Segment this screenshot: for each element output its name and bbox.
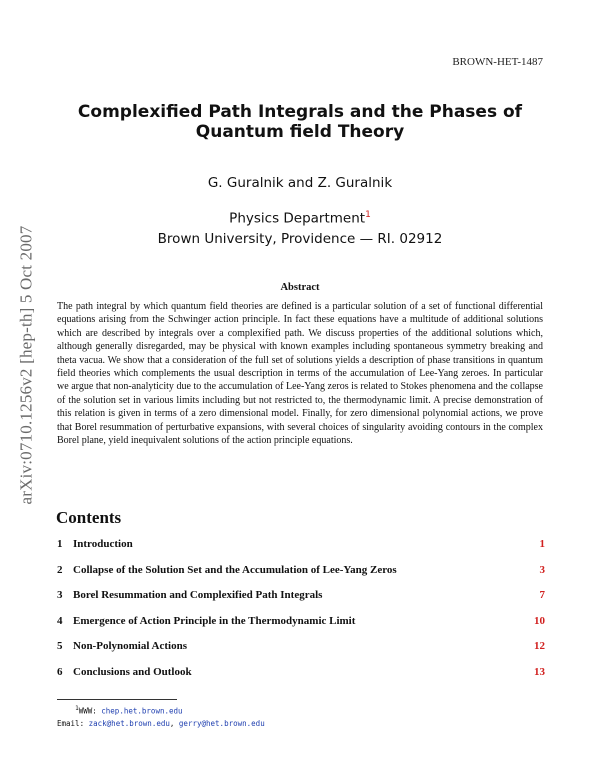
- abstract-text: The path integral by which quantum field theories are defined is a particular solution of a set of functional differential equations arising from the Schwinger action principle. In fact these equations have a multitude of additional solutions which are described by integrals over a complexified path. We discuss properties of the additional solutions which, although generally disregarded, may be physical with known examples including spontaneous symmetry breaking and theta vacua. We show that a consideration of the full set of solutions yields a description of phase transitions in quantum field theories which complements the usual description in terms of the accumulation of Lee-Yang zeroes. In particular we argue that non-analyticity due to the accumulation of Lee-Yang zeros is related to Stokes phenomena and the collapse of the solution set in various limits including but not restricted to, the thermodynamic limit. A precise demonstration of this relation is given in terms of a zero dimensional model. Finally, for zero dimensional polynomial actions, we prove that Borel resummation of perturbative expansions, with several choices of singularity avoiding contours in the complex Borel plane, yield inequivalent solutions of the action principle equations.: [57, 301, 543, 447]
- toc-number: 3: [57, 589, 63, 602]
- toc-number: 6: [57, 665, 63, 678]
- toc-entry-conclusions[interactable]: [57, 666, 545, 692]
- footnote-www: [57, 703, 265, 718]
- toc-title: Borel Resummation and Complexified Path Integrals: [73, 589, 323, 602]
- footnote-www-mark: 1: [75, 705, 79, 712]
- toc-page-link[interactable]: 1: [539, 538, 545, 550]
- institution: Brown University, Providence — RI. 02912: [157, 230, 443, 247]
- authors: G. Guralnik and Z. Guralnik: [207, 175, 393, 191]
- toc-title: Collapse of the Solution Set and the Accumulation of Lee-Yang Zeros: [73, 563, 397, 576]
- toc-title: Introduction: [73, 538, 133, 550]
- footnote-divider: [57, 699, 177, 700]
- toc-page-link[interactable]: 3: [539, 563, 545, 576]
- arxiv-sidebar: [6, 200, 46, 530]
- arxiv-identifier: arXiv:0710.1256v2 [hep-th] 5 Oct 2007: [16, 225, 36, 505]
- department: Physics Department: [229, 210, 366, 227]
- toc-page-link[interactable]: 10: [534, 614, 545, 627]
- toc-page-link[interactable]: 12: [534, 640, 545, 653]
- email-link-gerry[interactable]: gerry@het.brown.edu: [178, 718, 265, 728]
- footnote-www-label: WWW:: [78, 706, 97, 716]
- toc-title: Non-Polynomial Actions: [73, 640, 187, 653]
- toc-number: 5: [57, 640, 63, 653]
- footnote-email-label: Email:: [57, 718, 85, 728]
- www-link[interactable]: chep.het.brown.edu: [101, 706, 183, 716]
- email-link-zack[interactable]: zack@het.brown.edu: [88, 718, 170, 728]
- abstract-heading: Abstract: [280, 282, 320, 293]
- footnote-email: [57, 718, 265, 730]
- toc-entry-collapse[interactable]: [57, 564, 545, 590]
- title-line-2: Quantum field Theory: [195, 122, 405, 142]
- footnote-mark[interactable]: 1: [365, 210, 371, 220]
- toc-entry-introduction[interactable]: [57, 538, 545, 564]
- toc-page-link[interactable]: 7: [539, 589, 545, 602]
- contents-heading: Contents: [56, 508, 122, 527]
- toc-page-link[interactable]: 13: [534, 665, 545, 678]
- toc-number: 4: [57, 614, 63, 627]
- affiliation: [60, 205, 540, 249]
- toc-number: 1: [57, 538, 63, 550]
- table-of-contents: [57, 538, 545, 692]
- paper-title: [60, 102, 540, 142]
- toc-number: 2: [57, 563, 63, 576]
- email-separator: ,: [169, 718, 175, 728]
- title-line-1: Complexified Path Integrals and the Phases of: [77, 102, 523, 122]
- toc-entry-non-polynomial[interactable]: [57, 640, 545, 666]
- toc-title: Emergence of Action Principle in the Thermodynamic Limit: [73, 614, 356, 627]
- toc-entry-emergence[interactable]: [57, 615, 545, 641]
- footnotes: [57, 703, 265, 730]
- toc-title: Conclusions and Outlook: [73, 665, 192, 678]
- toc-entry-borel[interactable]: [57, 589, 545, 615]
- report-number: BROWN-HET-1487: [452, 56, 543, 68]
